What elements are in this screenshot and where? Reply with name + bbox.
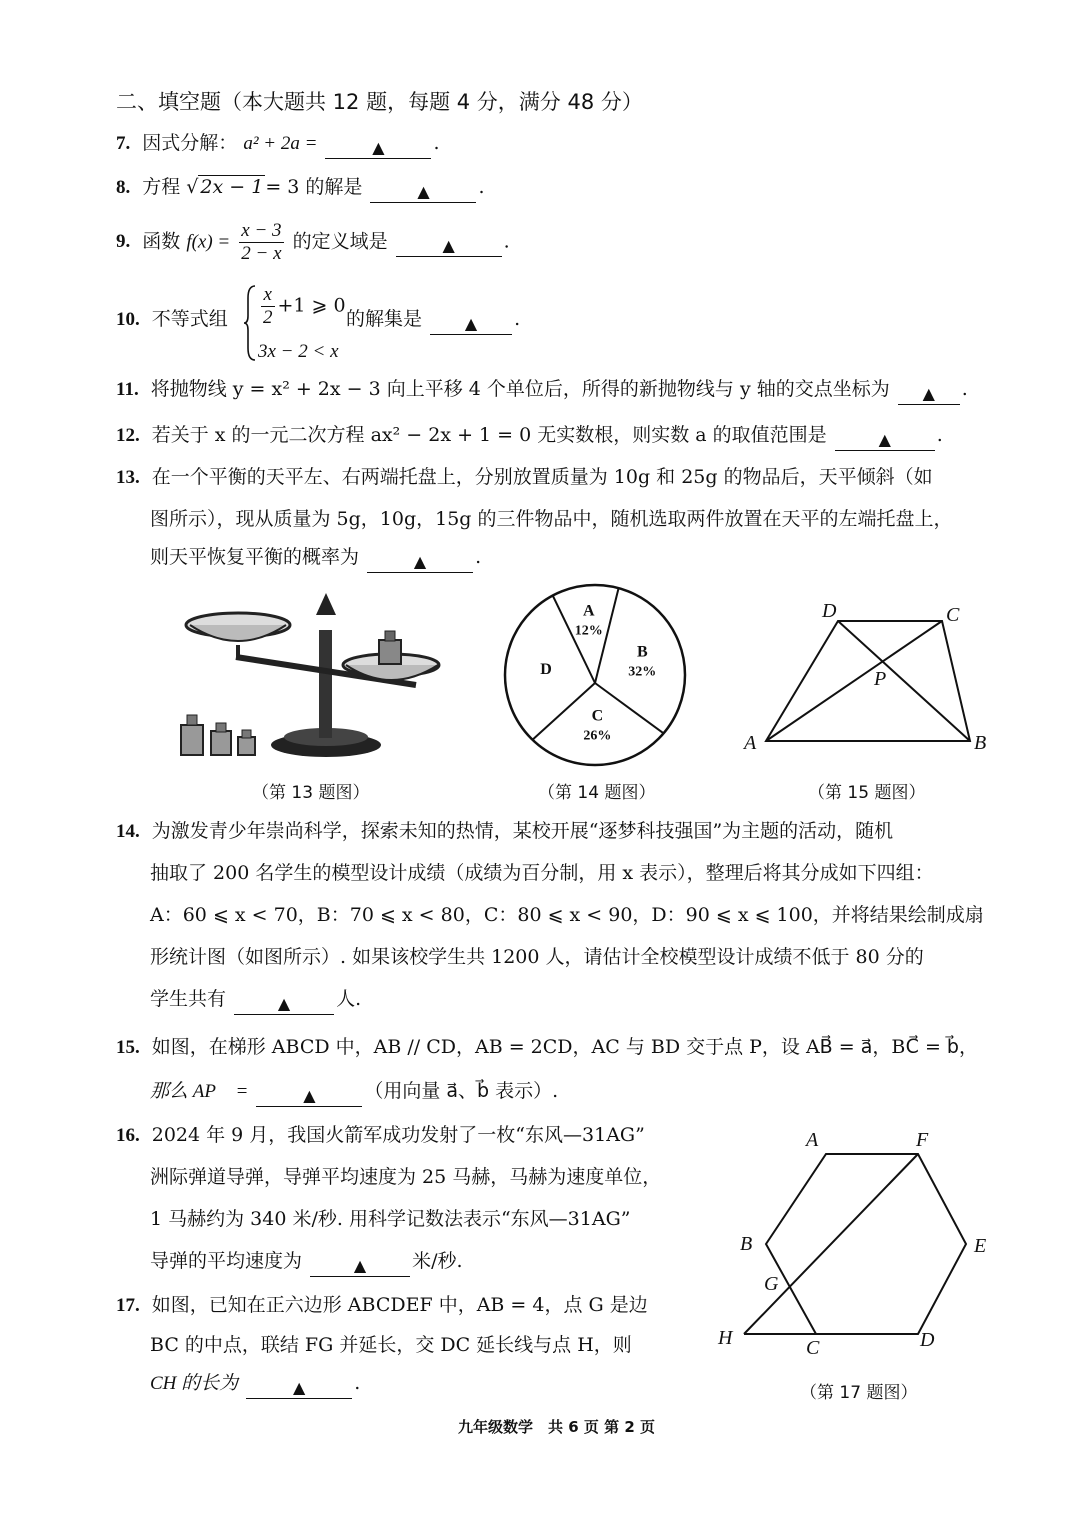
vertex-label-D: D: [920, 1329, 935, 1351]
question-text: 的解集是: [346, 308, 423, 330]
math-expression: a² + 2a =: [243, 133, 318, 154]
question-text: 函数: [142, 230, 181, 253]
question-text: 人.: [336, 988, 362, 1010]
figure-14-caption: （第 14 题图）: [538, 783, 656, 803]
math-expression: f(x) =: [186, 231, 231, 253]
question-text: CH 的长为: [150, 1373, 239, 1394]
answer-blank[interactable]: [325, 138, 431, 159]
question-13-line3: [150, 548, 481, 573]
question-text: （用向量 a⃗、b⃗ 表示）.: [364, 1080, 559, 1102]
pie-chart-figure: [500, 580, 690, 770]
answer-blank[interactable]: [246, 1378, 352, 1399]
pie-slice-label: B: [636, 643, 648, 661]
fraction: [261, 284, 275, 329]
question-number: 17.: [116, 1295, 140, 1316]
question-number: 14.: [116, 821, 140, 842]
question-text: 为激发青少年崇尚科学，探索未知的热情，某校开展“逐梦科技强国”为主题的活动，随机: [151, 820, 894, 842]
question-11: [116, 380, 968, 405]
pie-slice-percent: 32%: [628, 664, 657, 680]
question-text: 2024 年 9 月，我国火箭军成功发射了一枚“东风—31AG”: [151, 1124, 645, 1146]
question-17: [116, 1296, 648, 1315]
question-14-line4: 形统计图（如图所示）. 如果该校学生共 1200 人，请估计全校模型设计成绩不低于 80 分的: [150, 946, 924, 968]
pie-slice-percent: 26%: [583, 728, 612, 744]
question-10-tail: [346, 310, 520, 335]
question-number: 13.: [116, 467, 140, 488]
inequality-1: [258, 284, 346, 329]
figure-17-caption: （第 17 题图）: [800, 1383, 918, 1403]
question-7: [116, 134, 440, 159]
answer-blank[interactable]: [835, 430, 935, 451]
question-13: [116, 468, 933, 487]
period: .: [475, 546, 482, 568]
vertex-label-C: C: [946, 604, 960, 626]
question-text: 因式分解：: [142, 132, 238, 154]
question-10: [116, 310, 228, 329]
trapezoid-figure: [730, 595, 1000, 765]
page-footer: 九年级数学 共 6 页 第 2 页: [458, 1418, 655, 1436]
question-number: 10.: [116, 309, 140, 330]
balance-scale-figure: [176, 585, 446, 770]
period: .: [514, 308, 521, 330]
answer-blank[interactable]: [370, 182, 476, 203]
hexagon-figure: [712, 1124, 1002, 1374]
pie-slice-label: A: [582, 602, 595, 620]
pie-slice-label: C: [591, 707, 604, 725]
answer-blank[interactable]: [256, 1086, 362, 1107]
triangle-mark: ▲: [922, 384, 935, 403]
answer-blank[interactable]: [367, 552, 473, 573]
question-text: 米/秒.: [412, 1250, 463, 1272]
question-text: 将抛物线 y = x² + 2x − 3 向上平移 4 个单位后，所得的新抛物线与 y 轴的交点坐标为: [150, 378, 890, 400]
question-14-line2: 抽取了 200 名学生的模型设计成绩（成绩为百分制，用 x 表示），整理后将其分成如下四组：: [150, 862, 934, 884]
section-header: 二、填空题（本大题共 12 题，每题 4 分，满分 48 分）: [116, 90, 643, 114]
triangle-mark: ▲: [464, 314, 478, 333]
vertex-label-D: D: [822, 600, 837, 622]
math-expression: 那么 AP⃗ =: [150, 1081, 249, 1102]
period: .: [478, 176, 485, 198]
question-number: 15.: [116, 1037, 140, 1058]
system-brace: [244, 284, 256, 362]
question-number: 16.: [116, 1125, 140, 1146]
question-16-line4: [150, 1252, 463, 1277]
question-text: 方程: [142, 176, 181, 198]
denominator: 2: [263, 306, 273, 328]
point-label-H: H: [718, 1327, 733, 1349]
triangle-mark: ▲: [878, 430, 891, 449]
question-9: [116, 220, 510, 265]
vertex-label-F: F: [916, 1129, 929, 1151]
question-15-line2: [150, 1082, 558, 1107]
figure-13-caption: （第 13 题图）: [252, 783, 370, 803]
question-text: 如图，已知在正六边形 ABCDEF 中，AB = 4，点 G 是边: [151, 1294, 648, 1316]
period: .: [503, 230, 510, 253]
question-text: 则天平恢复平衡的概率为: [150, 546, 360, 568]
pie-slice-boundary: [595, 683, 664, 733]
triangle-mark: ▲: [353, 1256, 367, 1275]
answer-blank[interactable]: [430, 314, 512, 335]
question-number: 8.: [116, 177, 131, 198]
triangle-mark: ▲: [442, 236, 455, 256]
question-16: [116, 1126, 645, 1145]
question-14: [116, 822, 893, 841]
period: .: [936, 424, 943, 446]
pie-slice-label: D: [540, 661, 552, 679]
pie-slice-percent: 12%: [574, 623, 603, 639]
triangle-mark: ▲: [293, 1378, 306, 1397]
question-17-line3: [150, 1374, 360, 1399]
question-number: 11.: [116, 379, 139, 400]
answer-blank[interactable]: [396, 236, 502, 257]
question-text: 导弹的平均速度为: [150, 1250, 303, 1272]
triangle-mark: ▲: [372, 138, 385, 157]
vertex-label-A: A: [806, 1129, 819, 1151]
math-expression: +1 ⩾ 0: [277, 294, 346, 317]
question-text: 如图，在梯形 ABCD 中，AB // CD，AB = 2CD，AC 与 BD 交于点 P，设 AB⃗ = a⃗，BC⃗ = b⃗，: [151, 1036, 978, 1058]
vertex-label-E: E: [974, 1235, 987, 1257]
triangle-mark: ▲: [417, 182, 430, 201]
fraction: [239, 220, 283, 265]
answer-blank[interactable]: [898, 384, 960, 405]
question-16-line3: 1 马赫约为 340 米/秒. 用科学记数法表示“东风—31AG”: [150, 1208, 631, 1230]
question-number: 12.: [116, 425, 140, 446]
radicand: 2x − 1: [200, 176, 264, 198]
figure-15-caption: （第 15 题图）: [808, 783, 926, 803]
inequality-2: [258, 342, 339, 361]
period: .: [433, 132, 440, 154]
point-label-P: P: [874, 668, 887, 690]
period: .: [354, 1372, 361, 1394]
answer-blank[interactable]: [310, 1256, 410, 1277]
triangle-mark: ▲: [277, 994, 291, 1013]
vertex-label-C: C: [806, 1337, 820, 1359]
answer-blank[interactable]: [234, 994, 334, 1015]
question-14-line3: A：60 ⩽ x < 70，B：70 ⩽ x < 80，C：80 ⩽ x < 90，D：90 ⩽ x ⩽ 100，并将结果绘制成扇: [150, 904, 984, 926]
triangle-mark: ▲: [303, 1086, 316, 1105]
question-15: [116, 1038, 978, 1057]
triangle-mark: ▲: [413, 552, 427, 571]
point-label-G: G: [764, 1273, 779, 1295]
question-text: = 3 的解是: [265, 176, 363, 198]
question-text: 若关于 x 的一元二次方程 ax² − 2x + 1 = 0 无实数根，则实数 a 的取值范围是: [151, 424, 827, 446]
numerator: x: [261, 284, 275, 307]
numerator: x − 3: [241, 220, 282, 241]
vertex-label-A: A: [744, 732, 757, 754]
denominator: 2 − x: [241, 242, 282, 264]
question-text: 不等式组: [151, 308, 228, 330]
question-17-line2: BC 的中点，联结 FG 并延长，交 DC 延长线与点 H，则: [150, 1334, 632, 1356]
question-number: 9.: [116, 231, 131, 253]
question-number: 7.: [116, 133, 131, 154]
vertex-label-B: B: [974, 732, 987, 754]
question-13-line2: 图所示），现从质量为 5g，10g，15g 的三件物品中，随机选取两件放置在天平的左端托盘上，: [150, 508, 953, 530]
question-text: 学生共有: [150, 988, 227, 1010]
math-expression: 3x − 2 < x: [258, 341, 339, 362]
period: .: [961, 378, 968, 400]
question-16-line2: 洲际弹道导弹，导弹平均速度为 25 马赫，马赫为速度单位，: [150, 1166, 662, 1188]
question-8: 8. 方程 √ 2x − 1 = 3 的解是 ▲ .: [116, 176, 485, 201]
vertex-label-B: B: [740, 1233, 753, 1255]
question-12: [116, 426, 943, 451]
question-14-line5: [150, 990, 361, 1015]
question-text: 的定义域是: [292, 230, 388, 253]
question-text: 在一个平衡的天平左、右两端托盘上，分别放置质量为 10g 和 25g 的物品后，天平倾斜（如: [151, 466, 933, 488]
